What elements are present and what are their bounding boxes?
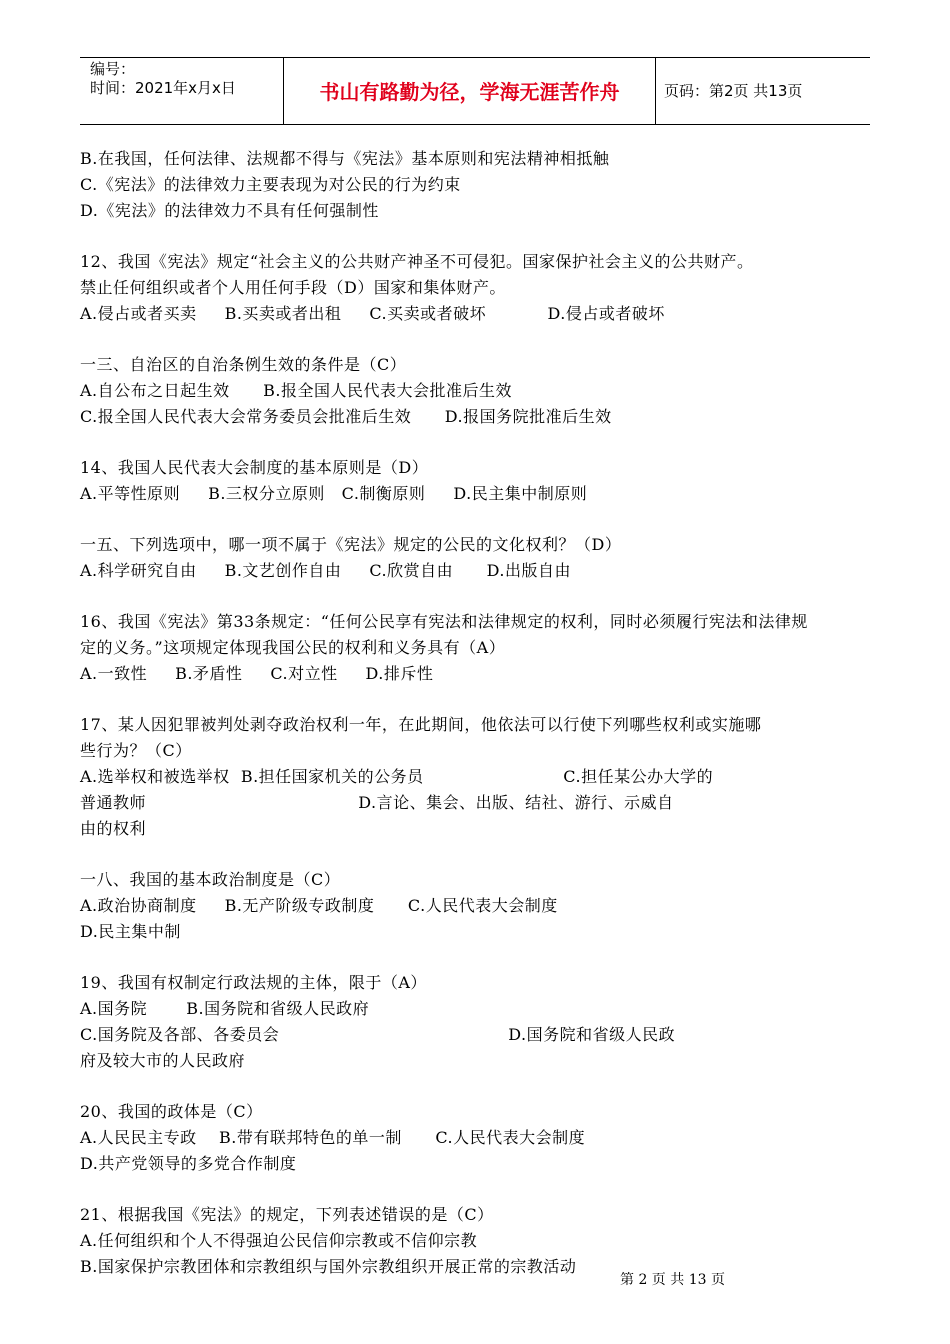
text-line: 20、我国的政体是（C） [80, 1102, 263, 1121]
text-line: 17、某人因犯罪被判处剥夺政治权利一年，在此期间，他依法可以行使下列哪些权利或实施哪 [80, 715, 762, 734]
text-line: C.国务院及各部、各委员会 D.国务院和省级人民政 [80, 1025, 676, 1044]
header-page-info: 页码：第2页 共13页 [664, 82, 803, 100]
blank-line [80, 430, 872, 455]
blank-line [80, 507, 872, 532]
text-line: 一五、下列选项中，哪一项不属于《宪法》规定的公民的文化权利？（D） [80, 535, 622, 554]
text-line: A.一致性 B.矛盾性 C.对立性 D.排斥性 [80, 664, 434, 683]
blank-line [80, 1074, 872, 1099]
text-line: 禁止任何组织或者个人用任何手段（D）国家和集体财产。 [80, 278, 506, 297]
text-line: C.报全国人民代表大会常务委员会批准后生效 D.报国务院批准后生效 [80, 407, 612, 426]
blank-line [80, 945, 872, 970]
blank-line [80, 584, 872, 609]
text-line: D.共产党领导的多党合作制度 [80, 1154, 297, 1173]
text-line: 21、根据我国《宪法》的规定，下列表述错误的是（C） [80, 1205, 494, 1224]
text-line: 些行为？（C） [80, 741, 192, 760]
text-line: 府及较大市的人民政府 [80, 1051, 246, 1070]
text-line: A.任何组织和个人不得强迫公民信仰宗教或不信仰宗教 [80, 1231, 478, 1250]
text-line: 定的义务。”这项规定体现我国公民的权利和义务具有（A） [80, 638, 506, 657]
text-line: A.国务院 B.国务院和省级人民政府 [80, 999, 370, 1018]
text-line: 14、我国人民代表大会制度的基本原则是（D） [80, 458, 429, 477]
text-line: 一三、自治区的自治条例生效的条件是（C） [80, 355, 407, 374]
blank-line [80, 687, 872, 712]
text-line: A.平等性原则 B.三权分立原则 C.制衡原则 D.民主集中制原则 [80, 484, 588, 503]
header-bottom-rule [80, 124, 870, 125]
text-line: 一八、我国的基本政治制度是（C） [80, 870, 341, 889]
document-body [80, 146, 872, 1280]
number-label: 编号： [90, 60, 136, 78]
header-motto: 书山有路勤为径，学海无涯苦作舟 [319, 80, 620, 104]
text-line: A.人民民主专政 B.带有联邦特色的单一制 C.人民代表大会制度 [80, 1128, 586, 1147]
text-line: 由的权利 [80, 819, 147, 838]
blank-line [80, 1177, 872, 1202]
text-line: B.国家保护宗教团体和宗教组织与国外宗教组织开展正常的宗教活动 [80, 1257, 577, 1276]
blank-line [80, 224, 872, 249]
text-line: A.自公布之日起生效 B.报全国人民代表大会批准后生效 [80, 381, 513, 400]
text-line: 普通教师 D.言论、集会、出版、结社、游行、示威自 [80, 793, 674, 812]
text-line: A.政治协商制度 B.无产阶级专政制度 C.人民代表大会制度 [80, 896, 558, 915]
text-line: D.民主集中制 [80, 922, 181, 941]
text-line: A.选举权和被选举权 B.担任国家机关的公务员 C.担任某公办大学的 [80, 767, 714, 786]
page-footer: 第 2 页 共 13 页 [620, 1272, 725, 1288]
blank-line [80, 842, 872, 867]
text-line: 12、我国《宪法》规定“社会主义的公共财产神圣不可侵犯。国家保护社会主义的公共财产。 [80, 252, 754, 271]
header-divider-right [655, 57, 656, 124]
time-label: 时间：2021年x月x日 [90, 79, 236, 97]
text-line: 19、我国有权制定行政法规的主体，限于（A） [80, 973, 427, 992]
text-line: 16、我国《宪法》第33条规定：“任何公民享有宪法和法律规定的权利，同时必须履行宪法和法律规 [80, 612, 808, 631]
header-info [90, 60, 236, 98]
text-line: B.在我国，任何法律、法规都不得与《宪法》基本原则和宪法精神相抵触 [80, 149, 610, 168]
text-line: A.科学研究自由 B.文艺创作自由 C.欣赏自由 D.出版自由 [80, 561, 571, 580]
text-line: C.《宪法》的法律效力主要表现为对公民的行为约束 [80, 175, 461, 194]
text-line: D.《宪法》的法律效力不具有任何强制性 [80, 201, 379, 220]
text-line: A.侵占或者买卖 B.买卖或者出租 C.买卖或者破坏 D.侵占或者破坏 [80, 304, 665, 323]
blank-line [80, 327, 872, 352]
